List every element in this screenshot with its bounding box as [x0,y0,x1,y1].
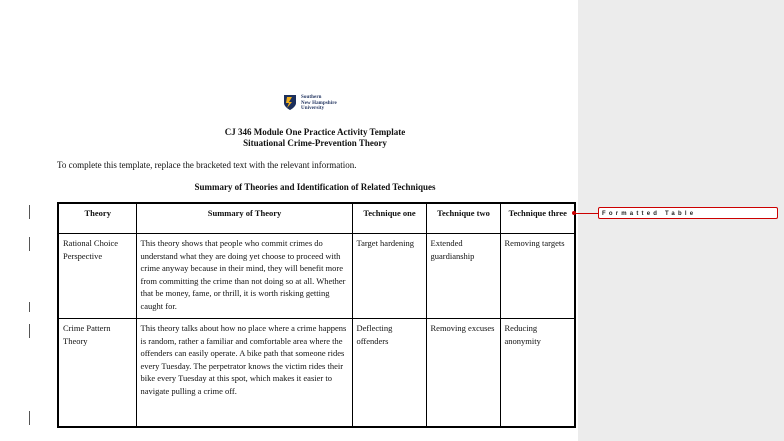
university-logo [283,94,353,114]
comment-connector [574,213,598,214]
header-cell[interactable]: Summary of Theory [136,203,352,234]
markup-pane [578,0,784,441]
shield-icon [283,94,297,111]
revision-change-bar [29,411,30,425]
table-cell[interactable]: This theory talks about how no place where a crime happens is random, rather a familiar and comfortable area where the offenders can easily operate. A bike path that someone rides every Tuesday. The perpetrator knows the victim rides their bike every Tuesday at this spot, which makes it easier to navigate pulling a crime off. [136,319,352,428]
table-cell[interactable]: Deflecting offenders [352,319,426,428]
document-title: CJ 346 Module One Practice Activity Template [224,127,406,137]
table-cell[interactable]: Rational Choice Perspective [58,234,136,319]
header-cell[interactable]: Technique three [500,203,575,234]
table-cell[interactable]: Removing excuses [426,319,500,428]
header-cell[interactable]: Theory [58,203,136,234]
table-cell[interactable]: Target hardening [352,234,426,319]
formatting-comment-balloon[interactable]: Formatted Table [598,207,778,219]
table-cell[interactable]: Extended guardianship [426,234,500,319]
theories-table[interactable] [57,202,576,428]
table-header-row [58,203,575,234]
revision-change-bar [29,324,30,338]
table-row [58,234,575,319]
instructions-text: To complete this template, replace the bracketed text with the relevant information. [57,160,357,170]
revision-change-bar [29,237,30,251]
table-caption: Summary of Theories and Identification of Related Techniques [194,182,436,192]
document-subtitle: Situational Crime-Prevention Theory [243,138,387,148]
table-cell[interactable]: Crime Pattern Theory [58,319,136,428]
table-cell[interactable]: Removing targets [500,234,575,319]
revision-change-bar [29,302,30,312]
table-row [58,319,575,428]
logo-wordmark: Southern New Hampshire University [301,95,337,111]
header-cell[interactable]: Technique one [352,203,426,234]
header-cell[interactable]: Technique two [426,203,500,234]
table-cell[interactable]: Reducing anonymity [500,319,575,428]
revision-change-bar [29,205,30,219]
table-cell[interactable]: This theory shows that people who commit crimes do understand what they are doing yet choose to proceed with crime anyway because in their mind, they will benefit more from committing the crime than not doing so at all. Whether that be money, fame, or thrill, it is worth risking getting caught for. [136,234,352,319]
